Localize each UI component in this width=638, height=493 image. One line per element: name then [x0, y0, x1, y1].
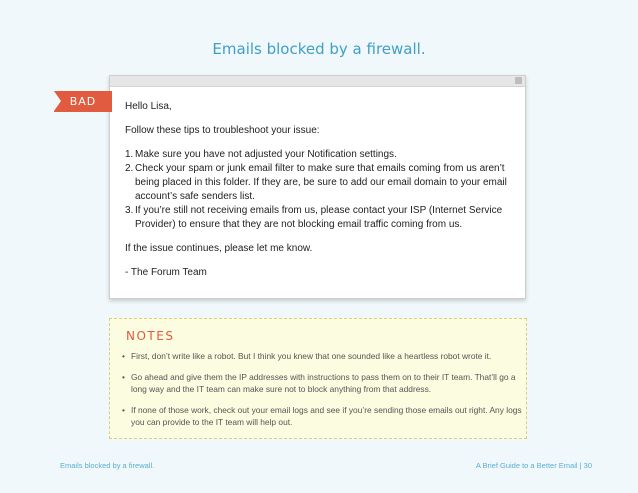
- email-body: [125, 100, 515, 280]
- note-text: First, don’t write like a robot. But I think you knew that one sounded like a heartless robot wrote it.: [131, 351, 492, 361]
- bullet-icon: •: [122, 351, 125, 361]
- tip-item: [125, 162, 515, 204]
- bad-tag: BAD: [54, 91, 112, 112]
- email-card: [109, 75, 526, 299]
- tag-notch: [54, 91, 61, 111]
- footer-page-info: A Brief Guide to a Better Email | 30: [475, 461, 592, 470]
- tip-text: If you’re still not receiving emails from us, please contact your ISP (Internet Service Provider) to ensure that they are not blocking email traffic coming from us.: [135, 205, 503, 230]
- email-window-bar: [110, 76, 525, 87]
- note-item: [122, 404, 522, 428]
- email-greeting: Hello Lisa,: [125, 101, 172, 112]
- close-icon: [515, 77, 522, 84]
- bullet-icon: •: [122, 372, 125, 382]
- tip-item: [125, 204, 515, 232]
- note-item: [122, 350, 522, 362]
- page-title: Emails blocked by a firewall.: [212, 40, 426, 58]
- tip-text: Check your spam or junk email filter to make sure that emails coming from us aren’t being placed in this folder. If they are, be sure to add our email domain to your email account’s safe senders list.: [135, 163, 507, 202]
- email-closing: If the issue continues, please let me know.: [125, 243, 313, 254]
- tip-text: Make sure you have not adjusted your Notification settings.: [135, 149, 397, 160]
- notes-box: [109, 318, 527, 439]
- note-text: Go ahead and give them the IP addresses with instructions to pass them on to their IT team. That’ll go a long way and the IT team can make sure not to block anything from that address.: [131, 372, 516, 394]
- tip-number: 2.: [125, 163, 134, 174]
- tips-list: [125, 148, 515, 232]
- email-signature: - The Forum Team: [125, 267, 207, 278]
- footer-section-title: Emails blocked by a firewall.: [60, 461, 155, 470]
- note-text: If none of those work, check out your email logs and see if you’re sending those emails out right. Any logs you can provide to the IT team will help out.: [131, 405, 522, 427]
- notes-heading: NOTES: [126, 329, 175, 343]
- bullet-icon: •: [122, 405, 125, 415]
- tip-number: 1.: [125, 149, 134, 160]
- tip-number: 3.: [125, 205, 134, 216]
- notes-list: [122, 350, 522, 437]
- tip-item: [125, 148, 515, 162]
- email-intro: Follow these tips to troubleshoot your issue:: [125, 125, 320, 136]
- note-item: [122, 371, 522, 395]
